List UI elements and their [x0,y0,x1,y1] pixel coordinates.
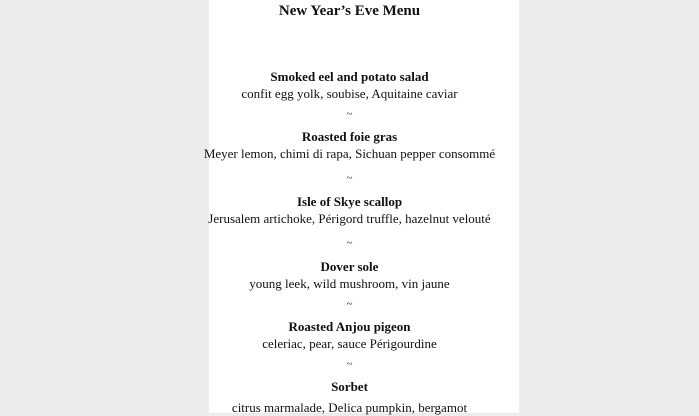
course-2 [0,128,699,162]
course-description: Meyer lemon, chimi di rapa, Sichuan pepper consommé [203,146,496,161]
course-4 [0,258,699,292]
course-separator: ~ [346,358,353,370]
course-description: celeriac, pear, sauce Périgourdine [262,336,437,351]
course-5 [0,318,699,352]
course-name: Roasted foie gras [301,129,398,144]
course-description: young leek, wild mushroom, vin jaune [249,276,450,291]
course-6 [0,378,699,416]
course-1 [0,68,699,102]
course-separator: ~ [346,298,353,310]
course-name: Smoked eel and potato salad [270,69,429,84]
course-separator: ~ [346,108,353,120]
course-name: Roasted Anjou pigeon [288,319,411,334]
course-name: Isle of Skye scallop [296,194,403,209]
course-name: Sorbet [331,379,368,394]
course-name: Dover sole [320,259,379,274]
course-description: citrus marmalade, Delica pumpkin, bergamot [231,400,468,415]
course-3 [0,193,699,227]
course-separator: ~ [346,237,353,249]
course-description: confit egg yolk, soubise, Aquitaine caviar [241,86,458,101]
course-description: Jerusalem artichoke, Périgord truffle, hazelnut velouté [208,211,491,226]
menu-title: New Year’s Eve Menu [278,3,421,19]
course-separator: ~ [346,172,353,184]
